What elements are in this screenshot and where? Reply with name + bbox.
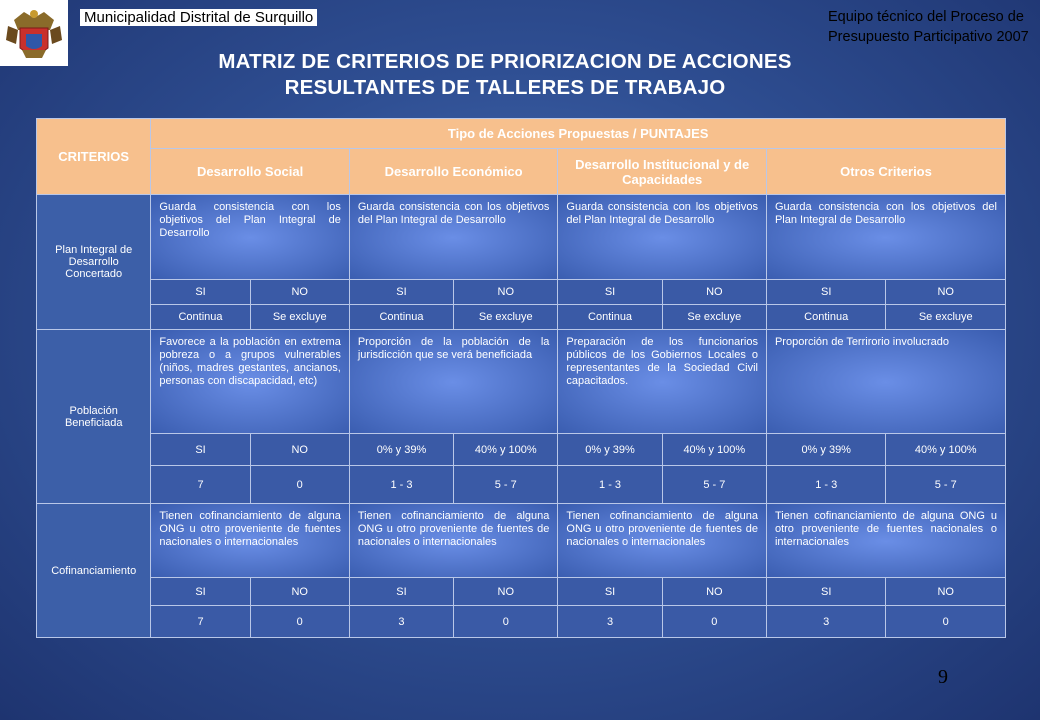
score-cell: 0 [662,606,766,638]
group-header: Tipo de Acciones Propuestas / PUNTAJES [151,119,1006,149]
table-row [37,305,1006,330]
score-cell: 0 [454,606,558,638]
option-cell: SI [558,280,662,305]
table-row [37,578,1006,606]
option-cell: NO [250,280,349,305]
criterion-cell: Plan Integral de Desarrollo Concertado [37,195,151,330]
score-cell: Se excluye [886,305,1006,330]
option-cell: NO [662,578,766,606]
option-cell: NO [250,434,349,466]
option-cell: 40% y 100% [662,434,766,466]
description-cell: Tienen cofinanciamiento de alguna ONG u otro proveniente de fuentes nacionales o internacionales [766,504,1005,578]
criterion-cell: Población Beneficiada [37,330,151,504]
score-cell: 1 - 3 [349,466,453,504]
option-cell: SI [349,280,453,305]
option-cell: NO [454,578,558,606]
table-row [37,504,1006,578]
option-cell: 40% y 100% [886,434,1006,466]
score-cell: 7 [151,606,250,638]
option-cell: SI [349,578,453,606]
option-cell: 40% y 100% [454,434,558,466]
score-cell: Se excluye [250,305,349,330]
team-label [828,7,1029,47]
score-cell: 5 - 7 [886,466,1006,504]
option-cell: NO [454,280,558,305]
score-cell: Se excluye [662,305,766,330]
option-cell: SI [151,578,250,606]
description-cell: Guarda consistencia con los objetivos del Plan Integral de Desarrollo [151,195,349,280]
criterion-cell: Cofinanciamiento [37,504,151,638]
criteria-matrix-table [36,118,1006,638]
page-title-line1: MATRIZ DE CRITERIOS DE PRIORIZACION DE ACCIONES [218,50,792,73]
page-title-line2: RESULTANTES DE TALLERES DE TRABAJO [284,76,726,99]
team-label-line2: Presupuesto Participativo 2007 [828,29,1029,45]
table-row [37,330,1006,434]
column-header: Otros Criterios [766,149,1005,195]
score-cell: Se excluye [454,305,558,330]
score-cell: 3 [558,606,662,638]
description-cell: Tienen cofinanciamiento de alguna ONG u otro proveniente de fuentes nacionales o internacionales [151,504,349,578]
page-number: 9 [938,666,948,688]
description-cell: Favorece a la población en extrema pobreza o a grupos vulnerables (niños, madres gestantes, ancianos, personas con discapacidad, etc) [151,330,349,434]
option-cell: 0% y 39% [558,434,662,466]
description-cell: Guarda consistencia con los objetivos del Plan Integral de Desarrollo [558,195,767,280]
column-header: Desarrollo Económico [349,149,558,195]
score-cell: 3 [349,606,453,638]
option-cell: SI [558,578,662,606]
score-cell: 1 - 3 [558,466,662,504]
option-cell: 0% y 39% [766,434,885,466]
option-cell: SI [766,578,885,606]
table-header-row [37,119,1006,149]
description-cell: Guarda consistencia con los objetivos del Plan Integral de Desarrollo [349,195,558,280]
table-row [37,466,1006,504]
score-cell: Continua [558,305,662,330]
score-cell: 0 [250,606,349,638]
option-cell: NO [886,280,1006,305]
description-cell: Guarda consistencia con los objetivos del Plan Integral de Desarrollo [766,195,1005,280]
description-cell: Tienen cofinanciamiento de alguna ONG u otro proveniente de fuentes de nacionales o internacionales [558,504,767,578]
score-cell: Continua [766,305,885,330]
score-cell: Continua [349,305,453,330]
option-cell: NO [250,578,349,606]
score-cell: 5 - 7 [454,466,558,504]
column-header: Desarrollo Institucional y de Capacidades [558,149,767,195]
option-cell: NO [886,578,1006,606]
table-row [37,195,1006,280]
team-label-line1: Equipo técnico del Proceso de [828,9,1024,25]
organization-name: Municipalidad Distrital de Surquillo [80,9,317,26]
option-cell: 0% y 39% [349,434,453,466]
description-cell: Tienen cofinanciamiento de alguna ONG u otro proveniente de fuentes de nacionales o internacionales [349,504,558,578]
table-row [37,280,1006,305]
description-cell: Preparación de los funcionarios públicos de los Gobiernos Locales o representantes de la Sociedad Civil capacitados. [558,330,767,434]
municipal-crest-logo [0,0,68,66]
score-cell: 5 - 7 [662,466,766,504]
score-cell: 0 [250,466,349,504]
score-cell: 1 - 3 [766,466,885,504]
table-row [37,434,1006,466]
option-cell: SI [766,280,885,305]
score-cell: 7 [151,466,250,504]
table-subheader-row [37,149,1006,195]
description-cell: Proporción de la población de la jurisdicción que se verá beneficiada [349,330,558,434]
page-title [70,49,940,101]
table-row [37,606,1006,638]
option-cell: SI [151,280,250,305]
option-cell: NO [662,280,766,305]
column-header: Desarrollo Social [151,149,349,195]
score-cell: 3 [766,606,885,638]
score-cell: Continua [151,305,250,330]
description-cell: Proporción de Terrirorio involucrado [766,330,1005,434]
option-cell: SI [151,434,250,466]
score-cell: 0 [886,606,1006,638]
criterios-header: CRITERIOS [37,119,151,195]
